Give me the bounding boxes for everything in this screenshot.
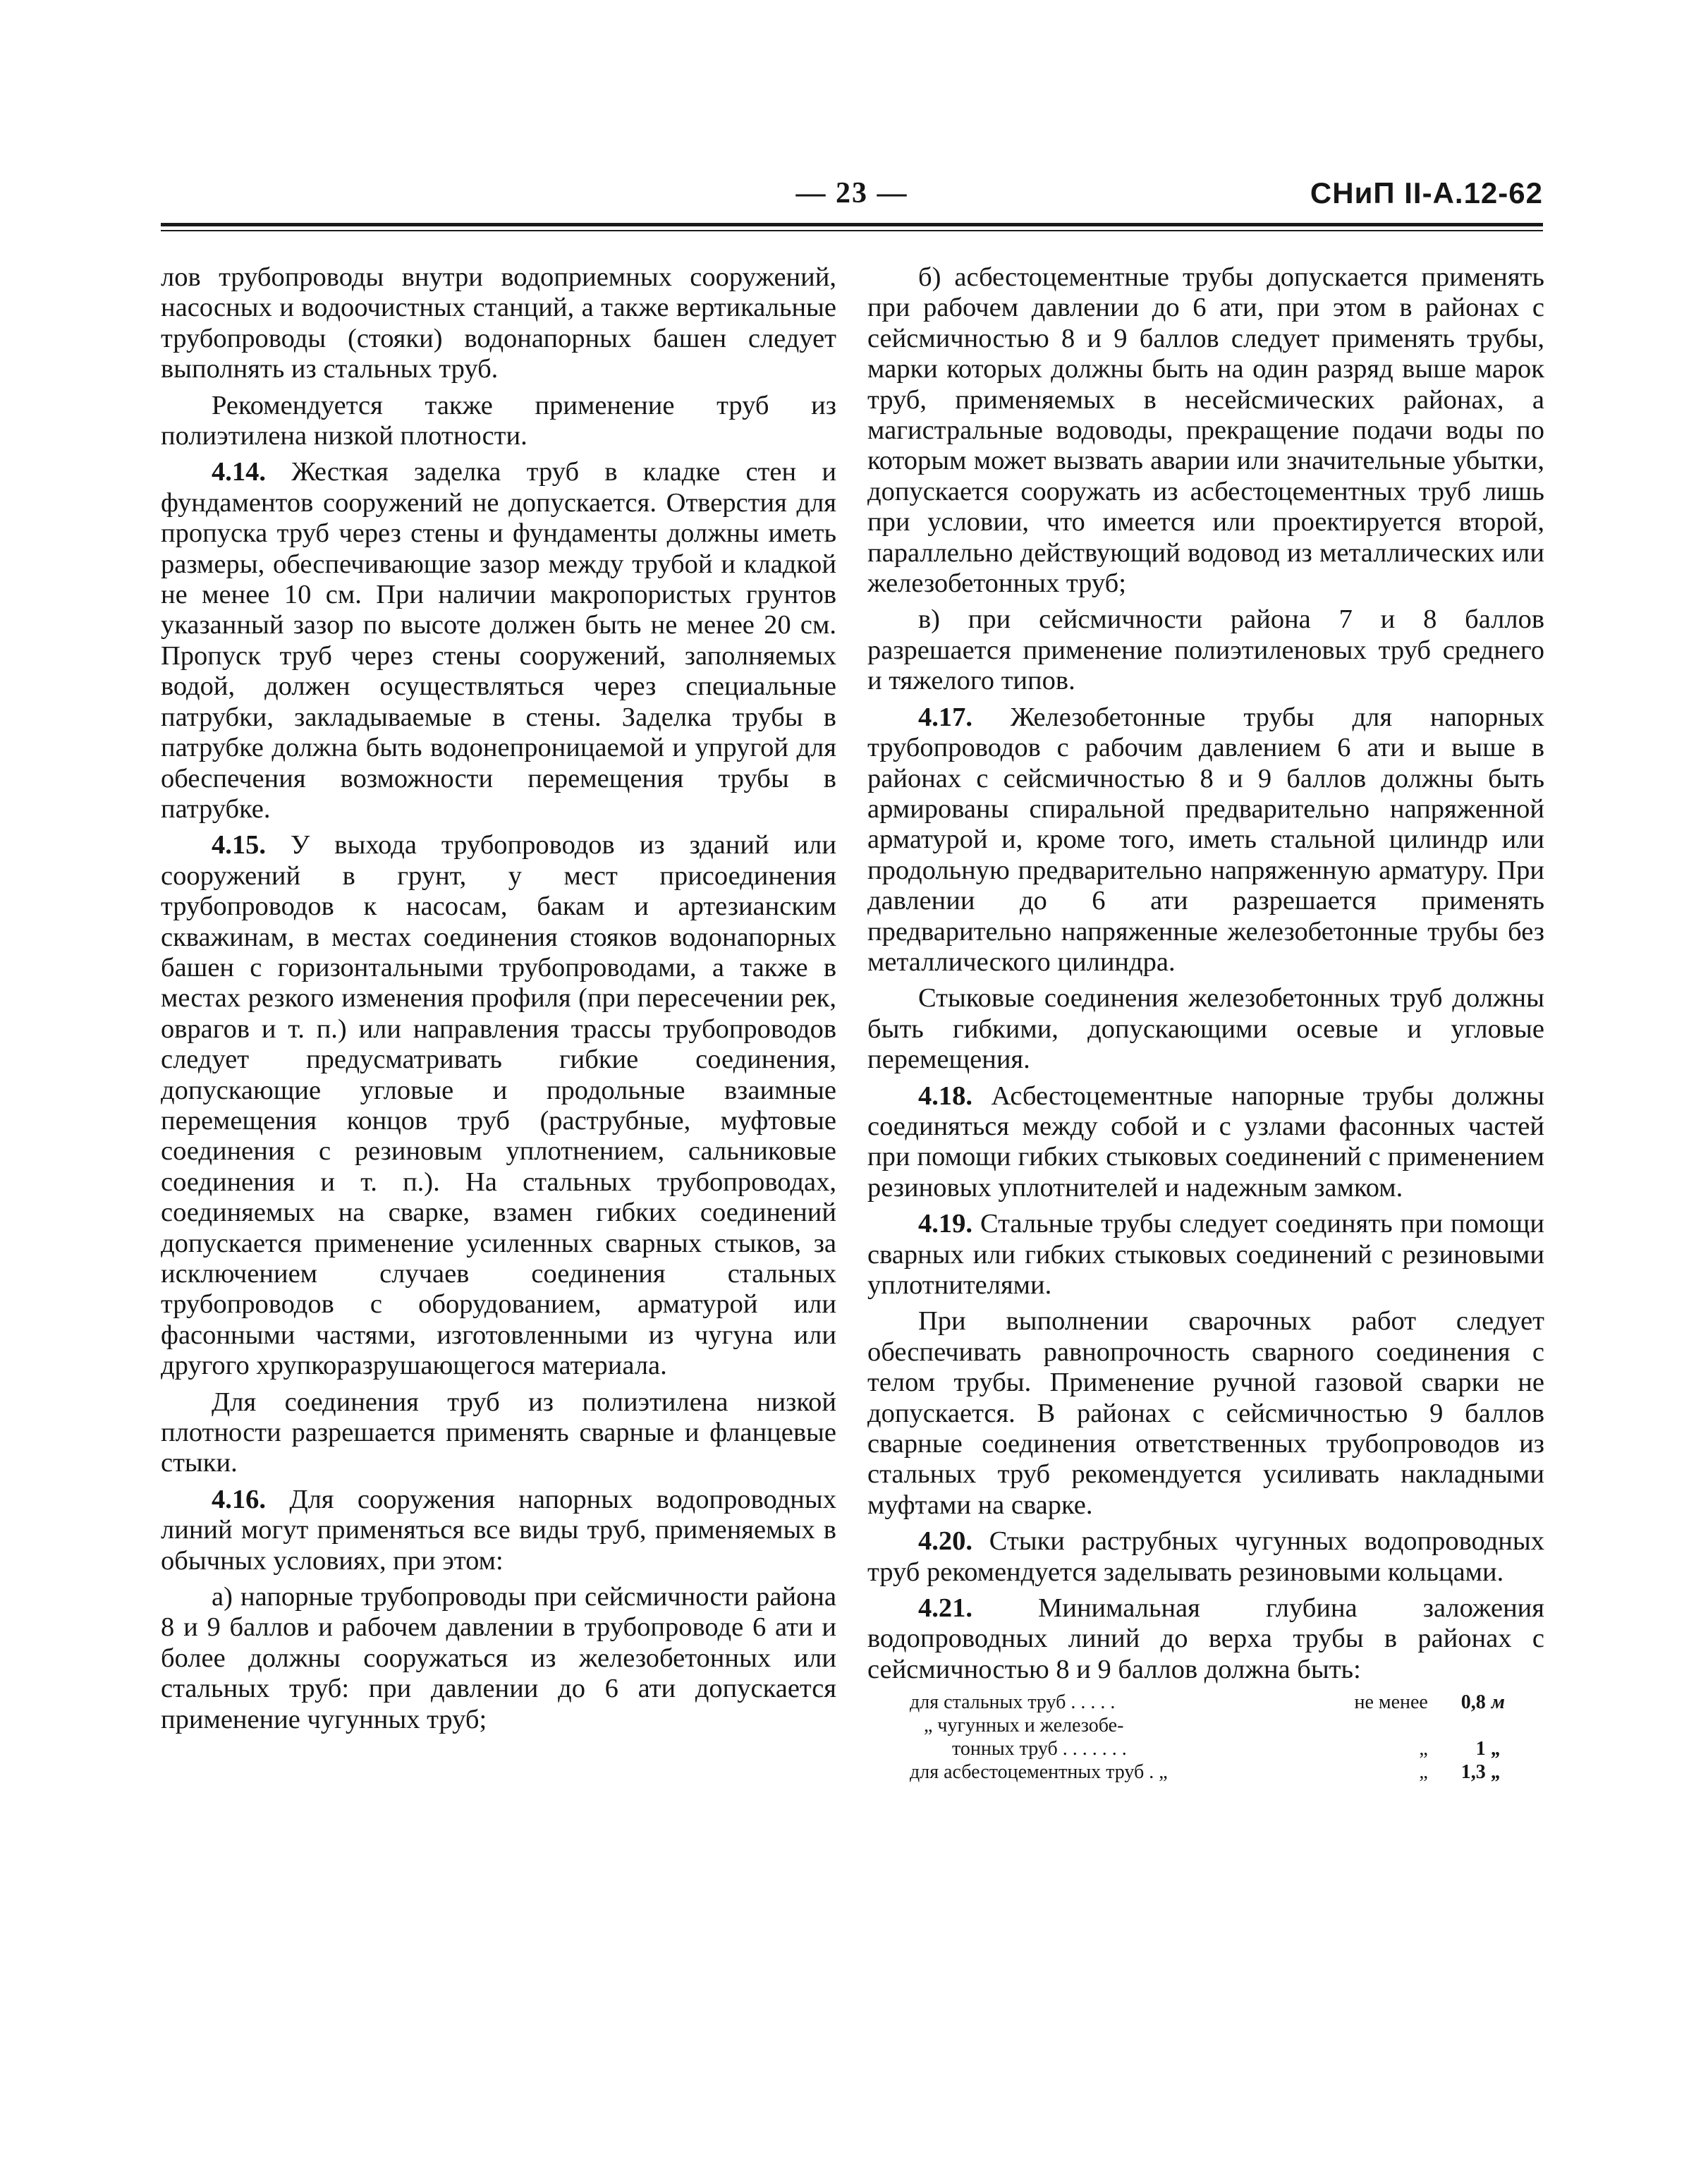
section-4-17: 4.17. Железобетонные трубы для напорных трубопроводов с рабочим давлением 6 ати и выше в районах с сейсмичностью 8 и 9 баллов должны быть армированы спиральной предварительно напряженной арматурой и, кроме того, иметь стальной цилиндр или продольную предварительно напряженную арматуру. При давлении до 6 ати разрешается применять предварительно напряженные железобетонные трубы без металлического цилиндра. — [867, 702, 1544, 977]
section-number: 4.15. — [212, 830, 266, 860]
list-item-a: а) напорные трубопроводы при сейсмичности района 8 и 9 баллов и рабочем давлении в трубопроводе 6 ати и более должны сооружаться из железобетонных или стальных труб: при давлении до 6 ати допускается применение чугунных труб; — [161, 1582, 836, 1734]
list-item-b: б) асбестоцементные трубы допускается применять при рабочем давлении до 6 ати, при этом в районах с сейсмичностью 8 и 9 баллов следует применять трубы, марки которых должны быть на один разряд выше марок труб, применяемых в несейсмических районах, а магистральные водоводы, прекращение подачи воды по которым может вызвать аварии или значительные убытки, допускается сооружать из асбестоцементных труб лишь при условии, что имеется или проектируется второй, параллельно действующий водовод из металлических или железобетонных труб; — [867, 262, 1544, 599]
left-column — [161, 262, 836, 1741]
section-number: 4.18. — [918, 1081, 972, 1111]
paragraph: лов трубопроводы внутри водоприемных сооружений, насосных и водоочистных станций, а также вертикальные трубопроводы (стояки) водонапорных башен следует выполнять из стальных труб. — [161, 262, 836, 384]
paragraph: Для соединения труб из полиэтилена низкой плотности разрешается применять сварные и фланцевые стыки. — [161, 1387, 836, 1478]
list-item-v: в) при сейсмичности района 7 и 8 баллов разрешается применение полиэтиленовых труб среднего и тяжелого типов. — [867, 604, 1544, 696]
page-number: — 23 — — [795, 177, 908, 209]
section-4-16: 4.16. Для сооружения напорных водопроводных линий могут применяться все виды труб, применяемых в обычных условиях, при этом: — [161, 1484, 836, 1576]
section-4-21: 4.21. Минимальная глубина заложения водопроводных линий до верха трубы в районах с сейсмичностью 8 и 9 баллов должна быть: — [867, 1593, 1544, 1684]
depth-table — [910, 1691, 1530, 1784]
paragraph: Рекомендуется также применение труб из полиэтилена низкой плотности. — [161, 390, 836, 451]
paragraph: Стыковые соединения железобетонных труб должны быть гибкими, допускающими осевые и угловые перемещения. — [867, 983, 1544, 1075]
table-row: для стальных труб . . . . . не менее 0,8 м — [910, 1691, 1505, 1714]
header-rule-thick — [161, 223, 1543, 226]
section-number: 4.19. — [918, 1209, 972, 1239]
document-code: СНиП II-А.12-62 — [1310, 176, 1543, 209]
section-number: 4.20. — [918, 1526, 972, 1557]
section-number: 4.16. — [212, 1484, 266, 1514]
section-4-20: 4.20. Стыки раструбных чугунных водопроводных труб рекомендуется заделывать резиновыми кольцами. — [867, 1526, 1544, 1587]
section-number: 4.21. — [918, 1593, 972, 1624]
section-4-18: 4.18. Асбестоцементные напорные трубы должны соединяться между собой и с узлами фасонных частей при помощи гибких стыковых соединений с применением резиновых уплотнителей и надежным замком. — [867, 1081, 1544, 1203]
section-number: 4.17. — [918, 702, 972, 732]
section-4-14: 4.14. Жесткая заделка труб в кладке стен и фундаментов сооружений не допускается. Отверстия для пропуска труб через стены и фундаменты должны иметь размеры, обеспечивающие зазор между трубой и кладкой не менее 10 см. При наличии макропористых грунтов указанный зазор по высоте должен быть не менее 20 см. Пропуск труб через стены сооружений, заполняемых водой, должен осуществляться через специальные патрубки, закладываемые в стены. Заделка трубы в патрубке должна быть водонепроницаемой и упругой для обеспечения возможности перемещения трубы в патрубке. — [161, 457, 836, 824]
section-number: 4.14. — [212, 457, 266, 487]
table-row: тонных труб . . . . . . . „ 1 „ — [952, 1738, 1501, 1760]
table-row: „ чугунных и железобе- — [924, 1715, 1124, 1737]
page-header — [161, 176, 1543, 226]
section-4-19: 4.19. Стальные трубы следует соединять при помощи сварных или гибких стыковых соединений с резиновыми уплотнителями. — [867, 1209, 1544, 1300]
paragraph: При выполнении сварочных работ следует обеспечивать равнопрочность сварного соединения с телом трубы. Применение ручной газовой сварки не допускается. В районах с сейсмичностью 9 баллов сварные соединения ответственных трубопроводов из стальных труб рекомендуется усиливать накладными муфтами на сварке. — [867, 1306, 1544, 1520]
right-column — [867, 262, 1544, 1784]
section-4-15: 4.15. У выхода трубопроводов из зданий или сооружений в грунт, у мест присоединения трубопроводов к насосам, бакам и артезианским скважинам, в местах соединения стояков водонапорных башен с горизонтальными трубопроводами, а также в местах резкого изменения профиля (при пересечении рек, оврагов и т. п.) или направления трассы трубопроводов следует предусматривать гибкие соединения, допускающие угловые и продольные взаимные перемещения концов труб (раструбные, муфтовые соединения с резиновым уплотнением, сальниковые соединения и т. п.). На стальных трубопроводах, соединяемых на сварке, взамен гибких соединений допускается применение усиленных сварных стыков, за исключением случаев соединения стальных трубопроводов с оборудованием, арматурой или фасонными частями, изготовленными из чугуна или другого хрупкоразрушающегося материала. — [161, 830, 836, 1381]
table-row: для асбестоцементных труб . „ „ 1,3 „ — [910, 1761, 1501, 1784]
header-rule-thin — [161, 230, 1543, 231]
